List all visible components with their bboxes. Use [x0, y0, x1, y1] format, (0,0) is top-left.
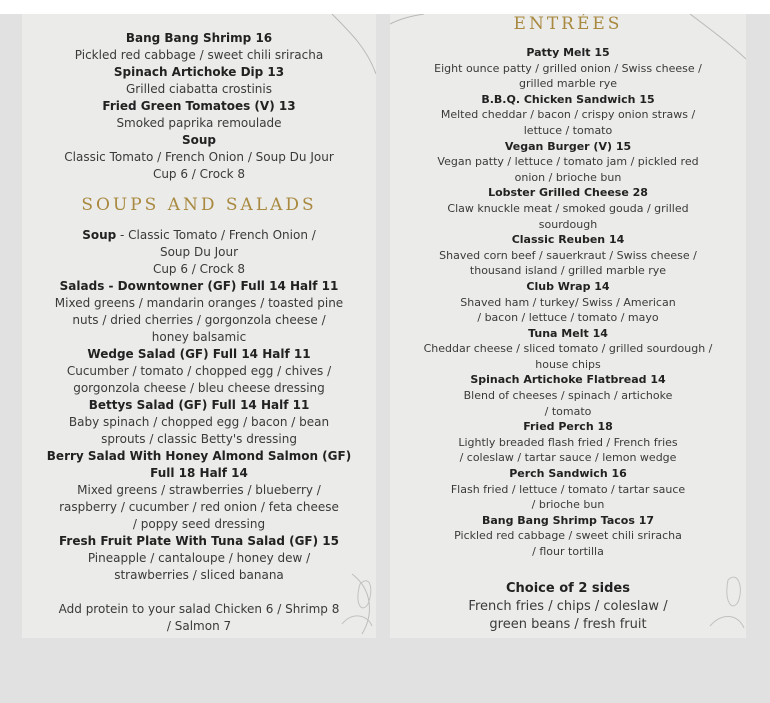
menu-item	[390, 232, 746, 279]
menu-item	[22, 533, 376, 584]
entrees-list	[390, 45, 746, 560]
item-description: sourdough	[538, 217, 598, 231]
sides-block	[390, 580, 746, 634]
item-name: Soup	[82, 228, 117, 242]
item-description: Vegan patty / lettuce / tomato jam / pickled red	[437, 155, 699, 169]
menu-item	[22, 448, 376, 533]
note-text: / Salmon 7	[166, 619, 232, 633]
protein-note	[22, 601, 376, 635]
starters-list	[22, 30, 376, 183]
item-description: Cup 6 / Crock 8	[152, 167, 246, 181]
menu-page-right	[390, 14, 746, 638]
item-name: B.B.Q. Chicken Sandwich 15	[481, 92, 655, 106]
menu-item	[390, 45, 746, 92]
item-name: Fried Perch 18	[523, 420, 613, 434]
item-name: Fresh Fruit Plate With Tuna Salad (GF) 15	[59, 534, 339, 548]
item-name: Tuna Melt 14	[528, 326, 608, 340]
note-text: Add protein to your salad Chicken 6 / Shrimp 8	[58, 602, 340, 616]
menu-item	[22, 64, 376, 98]
item-description: / flour tortilla	[532, 545, 604, 558]
item-description: onion / brioche bun	[514, 170, 622, 184]
item-name: Spinach Artichoke Flatbread 14	[470, 373, 666, 387]
item-description: - Classic Tomato / French Onion /	[116, 228, 316, 242]
item-name: Bang Bang Shrimp 16	[125, 31, 273, 45]
item-description: Pickled red cabbage / sweet chili sriracha	[74, 48, 324, 62]
item-description: Melted cheddar / bacon / crispy onion straws /	[440, 108, 696, 122]
menu-item	[390, 279, 746, 326]
item-name: Vegan Burger (V) 15	[504, 139, 632, 153]
item-description: thousand island / grilled marble rye	[469, 264, 667, 278]
item-description: Lightly breaded flash fried / French fries	[458, 435, 678, 449]
item-description: Claw knuckle meat / smoked gouda / grilled	[447, 201, 689, 215]
item-name: Soup	[181, 133, 217, 147]
item-description: Cucumber / tomato / chopped egg / chives /	[66, 364, 332, 378]
menu-item	[22, 397, 376, 448]
item-description: sprouts / classic Betty's dressing	[101, 432, 297, 446]
item-description: Mixed greens / strawberries / blueberry /	[77, 483, 321, 497]
menu-item	[390, 419, 746, 466]
item-description: lettuce / tomato	[523, 123, 613, 137]
menu-item	[390, 466, 746, 513]
top-bar	[0, 0, 770, 14]
item-name: Classic Reuben 14	[511, 233, 625, 247]
item-name: Spinach Artichoke Dip 13	[113, 65, 285, 79]
item-name: Berry Salad With Honey Almond Salmon (GF)	[46, 449, 352, 463]
item-name: Bang Bang Shrimp Tacos 17	[481, 513, 655, 527]
item-description: grilled marble rye	[518, 77, 617, 91]
menu-item	[390, 92, 746, 139]
item-description: Eight ounce patty / grilled onion / Swiss cheese /	[434, 61, 702, 75]
item-name: Wedge Salad (GF) Full 14 Half 11	[87, 347, 311, 361]
item-description: Blend of cheeses / spinach / artichoke	[463, 389, 673, 403]
section-heading	[390, 14, 746, 34]
item-description: gorgonzola cheese / bleu cheese dressing	[73, 381, 325, 395]
item-description: strawberries / sliced banana	[114, 568, 284, 582]
menu-item	[390, 139, 746, 186]
item-name: Lobster Grilled Cheese 28	[488, 186, 648, 200]
item-description: Flash fried / lettuce / tomato / tartar sauce	[450, 482, 686, 496]
item-description: nuts / dried cherries / gorgonzola cheese /	[72, 313, 326, 327]
item-description: Soup Du Jour	[159, 245, 239, 259]
menu-item	[22, 132, 376, 183]
menu-item	[390, 513, 746, 560]
sides-title: Choice of 2 sides	[506, 581, 630, 596]
item-description: / poppy seed dressing	[132, 517, 266, 531]
item-description: Smoked paprika remoulade	[116, 116, 282, 130]
item-price: Full 18 Half 14	[150, 466, 248, 480]
item-description: Cup 6 / Crock 8	[152, 262, 246, 276]
menu-item	[390, 372, 746, 419]
item-description: Baby spinach / chopped egg / bacon / bean	[68, 415, 330, 429]
item-name: Patty Melt 15	[526, 46, 610, 59]
item-description: / tomato	[544, 404, 592, 418]
item-description: Cheddar cheese / sliced tomato / grilled sourdough /	[423, 342, 713, 356]
section-title: SOUPS AND SALADS	[81, 195, 317, 215]
item-description: Shaved corn beef / sauerkraut / Swiss cheese /	[439, 248, 697, 262]
item-name: Club Wrap 14	[526, 279, 610, 293]
item-name: Bettys Salad (GF) Full 14 Half 11	[88, 398, 310, 412]
item-description: house chips	[535, 357, 601, 371]
sides-text: French fries / chips / coleslaw /	[468, 599, 668, 614]
item-description: Mixed greens / mandarin oranges / toasted pine	[54, 296, 344, 310]
item-description: raspberry / cucumber / red onion / feta cheese	[59, 500, 339, 514]
item-name: Salads - Downtowner (GF) Full 14 Half 11	[59, 279, 339, 293]
menu-item	[22, 30, 376, 64]
menu-item	[22, 346, 376, 397]
menu-item	[22, 278, 376, 346]
menu-item	[390, 326, 746, 373]
item-description: / brioche bun	[531, 498, 605, 512]
item-description: honey balsamic	[151, 330, 247, 344]
item-name: Fried Green Tomatoes (V) 13	[102, 99, 296, 113]
item-description: Classic Tomato / French Onion / Soup Du Jour	[64, 150, 334, 164]
item-description: / bacon / lettuce / tomato / mayo	[477, 311, 659, 325]
section-title: ENTRÉES	[513, 14, 623, 34]
menu-item	[22, 98, 376, 132]
menu-item	[22, 227, 376, 278]
menu-item	[390, 185, 746, 232]
soup-line	[22, 227, 376, 244]
item-description: Shaved ham / turkey/ Swiss / American	[460, 295, 676, 309]
section-heading	[22, 195, 376, 215]
item-description: / coleslaw / tartar sauce / lemon wedge	[459, 451, 677, 465]
soups-salads-list	[22, 227, 376, 635]
item-name: Perch Sandwich 16	[509, 467, 627, 481]
sides-text: green beans / fresh fruit	[489, 617, 647, 632]
item-description: Pickled red cabbage / sweet chili sriracha	[454, 529, 682, 543]
item-description: Pineapple / cantaloupe / honey dew /	[87, 551, 311, 565]
menu-page-left	[22, 14, 376, 638]
item-description: Grilled ciabatta crostinis	[126, 82, 272, 96]
